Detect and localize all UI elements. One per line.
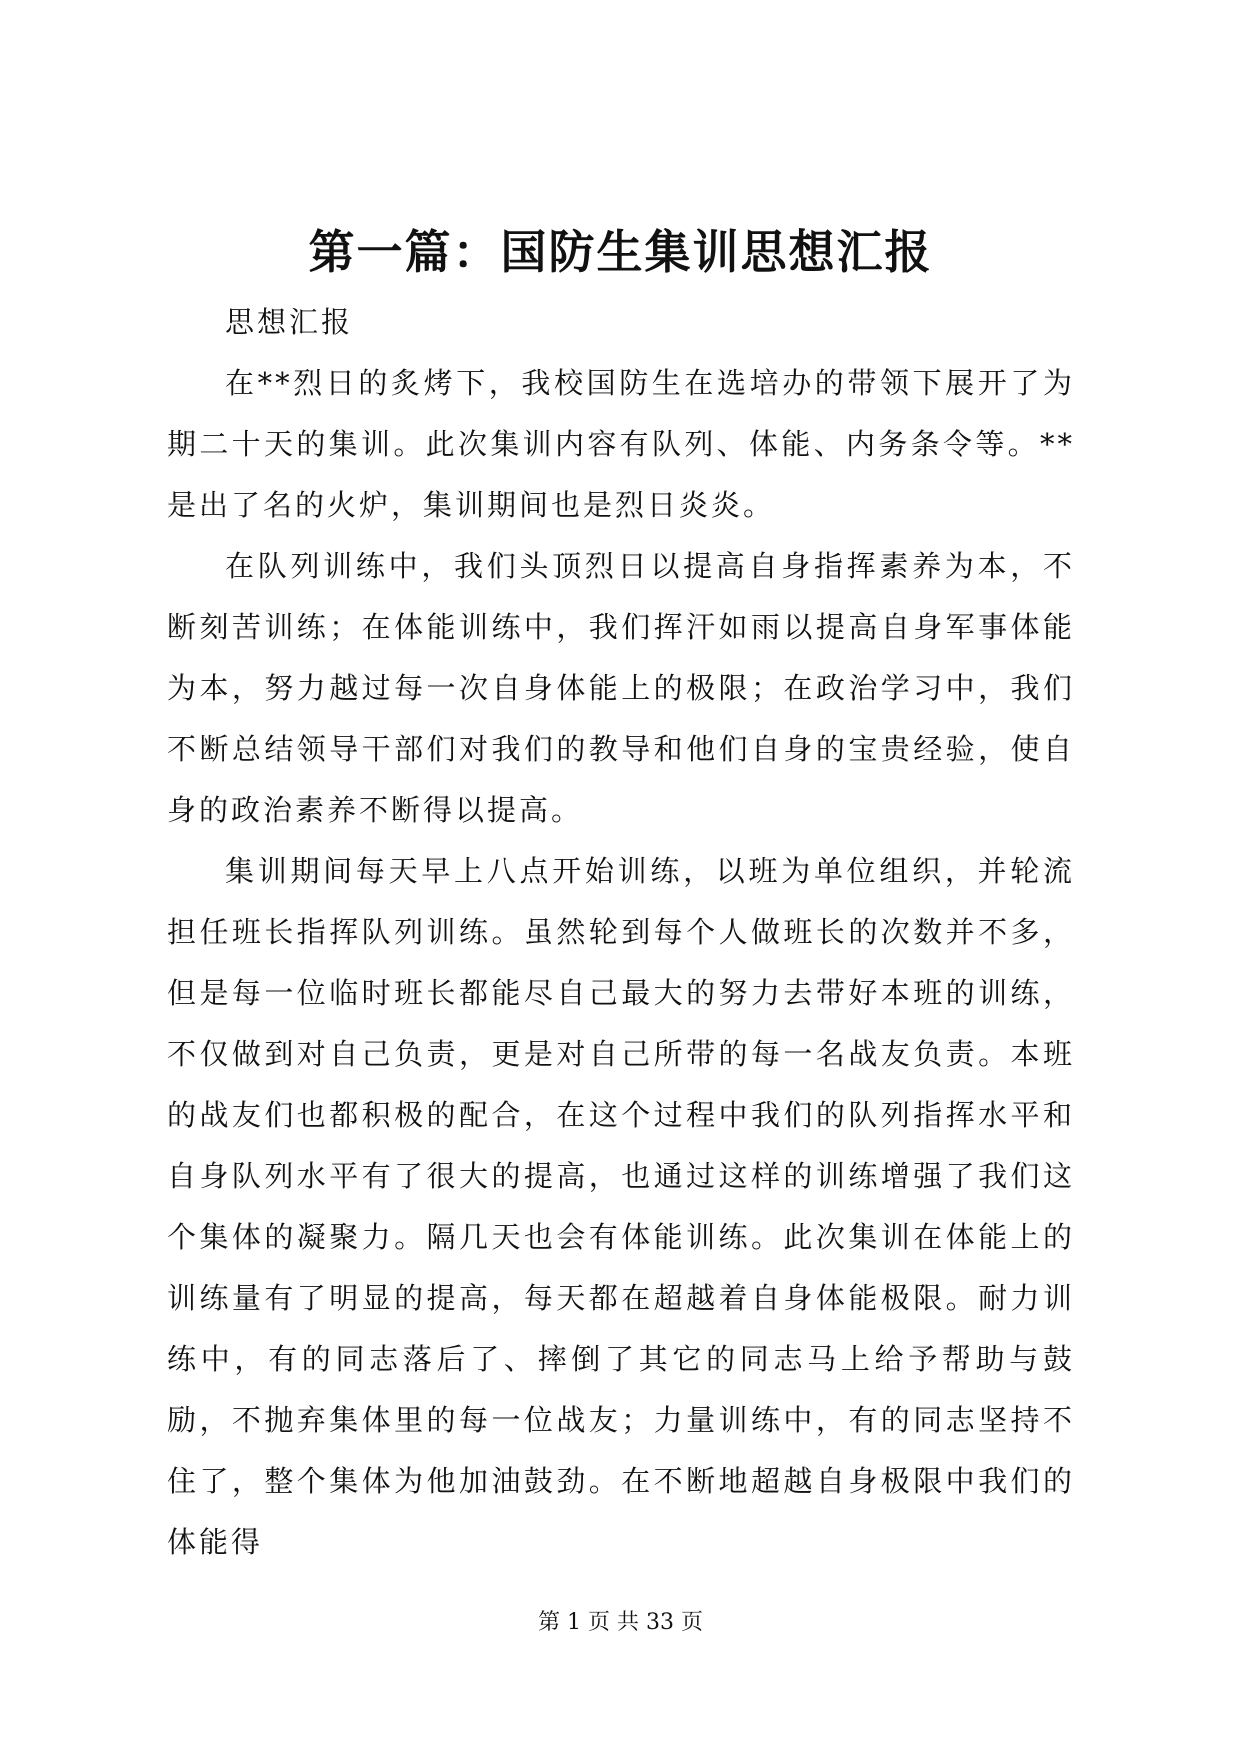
paragraph: 在**烈日的炙烤下，我校国防生在选培办的带领下展开了为期二十天的集训。此次集训内容有队列、体能、内务条令等。**是出了名的火炉，集训期间也是烈日炎炎。 xyxy=(167,366,1075,522)
document-title: 第一篇：国防生集训思想汇报 xyxy=(308,225,933,279)
paragraph: 集训期间每天早上八点开始训练，以班为单位组织，并轮流担任班长指挥队列训练。虽然轮到每个人做班长的次数并不多，但是每一位临时班长都能尽自己最大的努力去带好本班的训练，不仅做到对自己负责，更是对自己所带的每一名战友负责。本班的战友们也都积极的配合，在这个过程中我们的队列指挥水平和自身队列水平有了很大的提高，也通过这样的训练增强了我们这个集体的凝聚力。隔几天也会有体能训练。此次集训在体能上的训练量有了明显的提高，每天都在超越着自身体能极限。耐力训练中，有的同志落后了、摔倒了其它的同志马上给予帮助与鼓励，不抛弃集体里的每一位战友；力量训练中，有的同志坚持不住了，整个集体为他加油鼓劲。在不断地超越自身极限中我们的体能得 xyxy=(167,854,1075,1559)
paragraph: 在队列训练中，我们头顶烈日以提高自身指挥素养为本，不断刻苦训练；在体能训练中，我们挥汗如雨以提高自身军事体能为本，努力越过每一次自身体能上的极限；在政治学习中，我们不断总结领导干部们对我们的教导和他们自身的宝贵经验，使自身的政治素养不断得以提高。 xyxy=(167,549,1075,827)
page-footer: 第 1 页 共 33 页 xyxy=(538,1610,703,1635)
paragraph-subtitle: 思想汇报 xyxy=(225,305,354,339)
document-body xyxy=(167,292,1075,1573)
